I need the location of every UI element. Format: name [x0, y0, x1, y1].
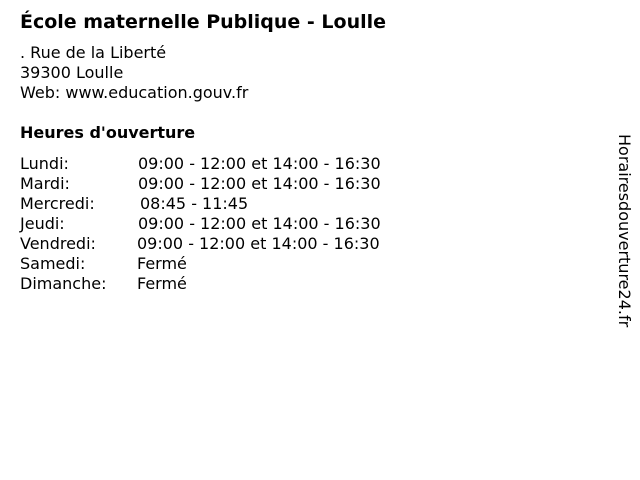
hours-row-samedi [20, 254, 381, 274]
time-range: Fermé [137, 274, 187, 293]
hours-row-lundi [20, 154, 381, 174]
city-postcode: 39300 Loulle [20, 63, 124, 82]
address-block [20, 43, 248, 103]
day-label: Vendredi: [20, 234, 96, 253]
time-range: Fermé [137, 254, 187, 273]
time-range: 09:00 - 12:00 et 14:00 - 16:30 [138, 214, 381, 233]
day-label: Mercredi: [20, 194, 95, 213]
time-range: 08:45 - 11:45 [140, 194, 249, 213]
day-label: Jeudi: [20, 214, 65, 233]
day-label: Dimanche: [20, 274, 107, 293]
page-title: École maternelle Publique - Loulle [20, 11, 387, 33]
hours-row-mardi [20, 174, 381, 194]
hours-heading: Heures d'ouverture [20, 123, 196, 142]
day-label: Lundi: [20, 154, 69, 173]
hours-row-vendredi [20, 234, 381, 254]
day-label: Samedi: [20, 254, 86, 273]
time-range: 09:00 - 12:00 et 14:00 - 16:30 [138, 174, 381, 193]
website-line: Web: www.education.gouv.fr [20, 83, 249, 102]
time-range: 09:00 - 12:00 et 14:00 - 16:30 [137, 234, 380, 253]
time-range: 09:00 - 12:00 et 14:00 - 16:30 [138, 154, 381, 173]
hours-row-dimanche [20, 274, 381, 294]
opening-hours-list [20, 154, 381, 294]
hours-row-mercredi [20, 194, 381, 214]
street-address: . Rue de la Liberté [20, 43, 167, 62]
hours-row-jeudi [20, 214, 381, 234]
day-label: Mardi: [20, 174, 70, 193]
site-watermark: Horairesdouverture24.fr [615, 134, 634, 328]
